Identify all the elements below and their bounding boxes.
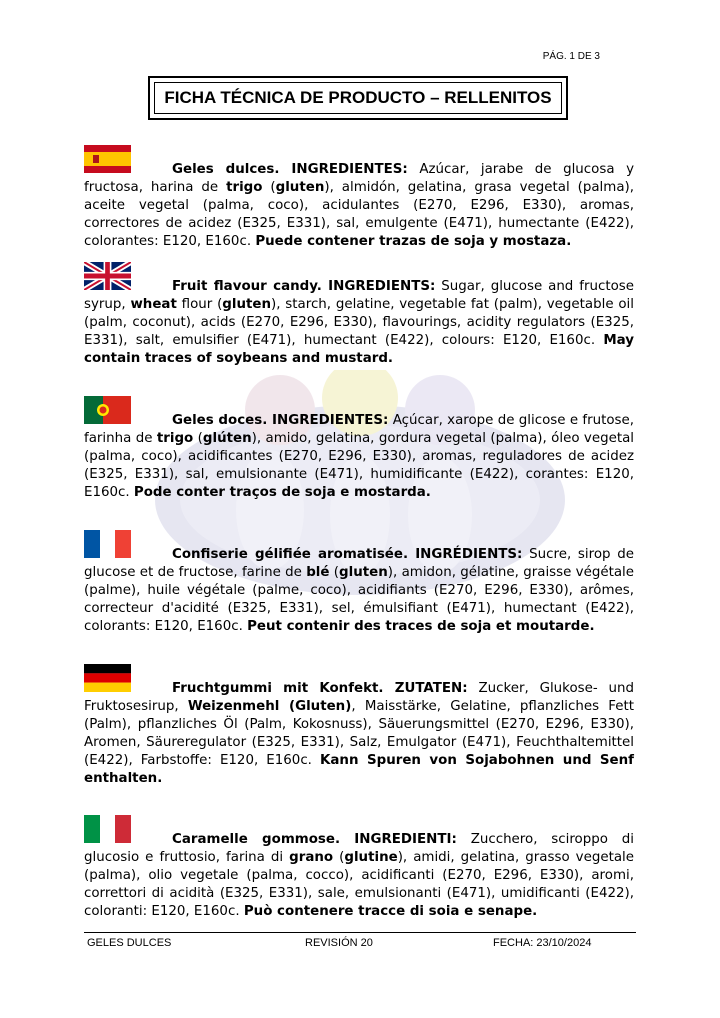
text-run: flour ( <box>176 297 223 312</box>
bold-text-run: Geles doces. INGREDIENTES: <box>172 413 389 428</box>
text-run: Zucker, Glukose- und Fruktosesirup, <box>84 681 634 714</box>
bold-text-run: Puede contener trazas de soja y mostaza. <box>255 234 572 249</box>
text-run: ), amidi, gelatina, grasso vegetale (palma), olio vegetale (palma, cocco), acidificanti (E270, E296, E330), aromi, correttori di acidità (E325, E331), sale, emulsionanti (E471), umidificanti (E422), coloranti: E120, E160c. <box>84 850 635 919</box>
italy-flag-icon <box>84 815 131 843</box>
text-run: Açúcar, xarope de glicose e frutose, farinha de <box>84 413 634 446</box>
section-portuguese <box>84 412 634 502</box>
bold-text-run: gluten <box>339 565 388 580</box>
bold-text-run: glutine <box>344 850 398 865</box>
bold-text-run: Kann Spuren von Sojabohnen und Senf enthalten. <box>84 753 634 786</box>
text-run: ( <box>262 180 276 195</box>
bold-text-run: Confiserie gélifiée aromatisée. INGRÉDIENTS: <box>172 547 523 562</box>
spain-flag-icon <box>84 145 131 173</box>
bold-text-run: Può contenere tracce di soia e senape. <box>243 904 538 919</box>
text-run: ), amido, gelatina, gordura vegetal (palma), óleo vegetal (palma, coco), acidificantes (E270, E296, E330), aromas, reguladores de acidez (E325, E331), sal, emulsionante (E471), humidificante (E422), corantes: E120, E160c. <box>84 431 634 500</box>
title-box <box>148 76 568 120</box>
text-run: ), almidón, gelatina, grasa vegetal (palma), aceite vegetal (palma, coco), acidulantes (E270, E296, E330), aromas, correctores de acidez (E325, E331), sal, emulgente (E471), humectante (E422), colorantes: E120, E160c. <box>84 180 635 249</box>
bold-text-run: Peut contenir des traces de soja et moutarde. <box>247 619 595 634</box>
page-title: FICHA TÉCNICA DE PRODUCTO – RELLENITOS <box>154 82 562 114</box>
bold-text-run: grano <box>289 850 334 865</box>
footer-divider <box>84 932 636 933</box>
ingredients-text <box>84 680 634 788</box>
bold-text-run: gluten <box>222 297 272 312</box>
footer-date: FECHA: 23/10/2024 <box>493 937 592 949</box>
text-run: Sucre, sirop de glucose et de fructose, farine de <box>84 547 634 580</box>
bold-text-run: glúten <box>202 431 252 446</box>
bold-text-run: blé <box>306 565 330 580</box>
uk-flag-icon <box>84 262 131 290</box>
ingredients-text <box>84 278 634 368</box>
bold-text-run: trigo <box>156 431 194 446</box>
footer-product: GELES DULCES <box>87 937 172 949</box>
footer-revision: REVISIÓN 20 <box>305 937 373 949</box>
portugal-flag-icon <box>84 396 131 424</box>
ingredients-text <box>84 412 634 502</box>
bold-text-run: trigo <box>226 180 263 195</box>
bold-text-run: Fruit flavour candy. INGREDIENTS: <box>172 279 436 294</box>
section-italian <box>84 831 634 921</box>
bold-text-run: wheat <box>130 297 177 312</box>
france-flag-icon <box>84 530 131 558</box>
bold-text-run: Caramelle gommose. INGREDIENTI: <box>172 832 457 847</box>
ingredients-text <box>84 161 634 251</box>
text-run: ( <box>193 431 203 446</box>
ingredients-text <box>84 831 634 921</box>
bold-text-run: Fruchtgummi mit Konfekt. ZUTATEN: <box>172 681 468 696</box>
text-run: ), starch, gelatine, vegetable fat (palm), vegetable oil (palm, coconut), acids (E270, E296, E330), flavourings, acidity regulators (E325, E331), salt, emulsifier (E471), humectant (E422), colours: E120, E160c. <box>84 297 634 348</box>
bold-text-run: gluten <box>275 180 325 195</box>
section-german <box>84 680 634 788</box>
bold-text-run: May contain traces of soybeans and mustard. <box>84 333 634 366</box>
text-run: , Maisstärke, Gelatine, pflanzliches Fett (Palm), pflanzliches Öl (Palm, Kokosnuss), Säuerungsmittel (E270, E296, E330), Aromen, Säureregulator (E325, E331), Salz, Emulgator (E471), Feuchthaltemittel (E422), Farbstoffe: E120, E160c. <box>84 699 635 768</box>
bold-text-run: Weizenmehl (Gluten) <box>187 699 352 714</box>
page-number: PÁG. 1 DE 3 <box>542 51 600 62</box>
section-english <box>84 278 634 368</box>
text-run: Sugar, glucose and fructose syrup, <box>84 279 634 312</box>
text-run: ( <box>333 850 345 865</box>
ingredients-text <box>84 546 634 636</box>
text-run: ( <box>329 565 340 580</box>
germany-flag-icon <box>84 664 131 692</box>
bold-text-run: Geles dulces. INGREDIENTES: <box>172 162 408 177</box>
bold-text-run: Pode conter traços de soja e mostarda. <box>133 485 431 500</box>
text-run: ), amidon, gélatine, graisse végétale (palme), huile végétale (palme, coco), acidifiants (E270, E296, E330), arômes, correcteur d'acidité (E325, E331), sel, émulsifiant (E471), humectant (E422), colorants: E120, E160c. <box>84 565 634 634</box>
text-run: Azúcar, jarabe de glucosa y fructosa, harina de <box>84 162 634 195</box>
section-french <box>84 546 634 636</box>
section-spanish <box>84 161 634 251</box>
text-run: Zucchero, sciroppo di glucosio e fruttosio, farina di <box>84 832 634 865</box>
